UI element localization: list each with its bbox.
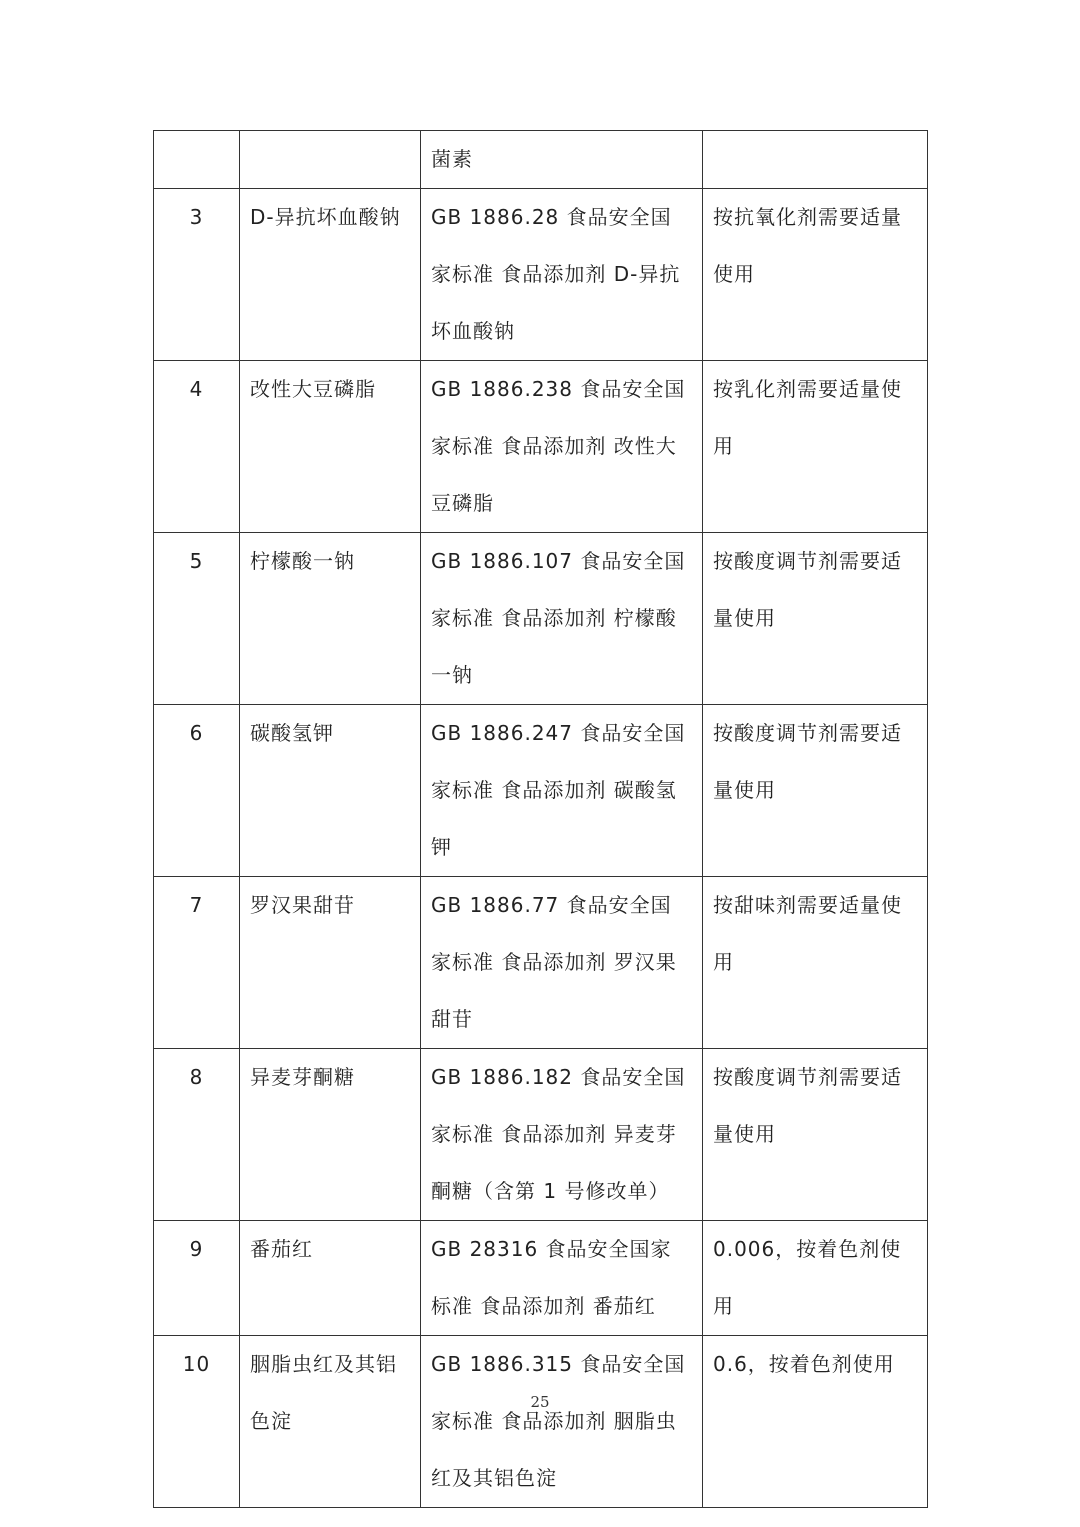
table-row xyxy=(154,1336,928,1508)
additive-name: 柠檬酸一钠 xyxy=(240,533,421,705)
additives-table xyxy=(153,130,928,1508)
quality-standard: GB 1886.238 食品安全国家标准 食品添加剂 改性大豆磷脂 xyxy=(421,361,703,533)
quality-standard: GB 1886.315 食品安全国家标准 食品添加剂 胭脂虫红及其铝色淀 xyxy=(421,1336,703,1508)
usage-requirement: 按甜味剂需要适量使用 xyxy=(703,877,928,1049)
quality-standard: 菌素 xyxy=(421,131,703,189)
row-number: 5 xyxy=(154,533,240,705)
table-row xyxy=(154,533,928,705)
table-row xyxy=(154,361,928,533)
table-row xyxy=(154,1049,928,1221)
additive-name: 罗汉果甜苷 xyxy=(240,877,421,1049)
quality-standard: GB 28316 食品安全国家标准 食品添加剂 番茄红 xyxy=(421,1221,703,1336)
additive-name: 异麦芽酮糖 xyxy=(240,1049,421,1221)
row-number: 4 xyxy=(154,361,240,533)
quality-standard: GB 1886.182 食品安全国家标准 食品添加剂 异麦芽酮糖（含第 1 号修改单） xyxy=(421,1049,703,1221)
table-row xyxy=(154,1221,928,1336)
additive-name: 改性大豆磷脂 xyxy=(240,361,421,533)
usage-requirement: 按抗氧化剂需要适量使用 xyxy=(703,189,928,361)
additive-name: D-异抗坏血酸钠 xyxy=(240,189,421,361)
additive-name: 胭脂虫红及其铝色淀 xyxy=(240,1336,421,1508)
quality-standard: GB 1886.247 食品安全国家标准 食品添加剂 碳酸氢钾 xyxy=(421,705,703,877)
row-number: 8 xyxy=(154,1049,240,1221)
usage-requirement xyxy=(703,131,928,189)
page-number: 25 xyxy=(530,1393,550,1411)
row-number: 10 xyxy=(154,1336,240,1508)
quality-standard: GB 1886.107 食品安全国家标准 食品添加剂 柠檬酸一钠 xyxy=(421,533,703,705)
table-row xyxy=(154,189,928,361)
row-number: 9 xyxy=(154,1221,240,1336)
row-number xyxy=(154,131,240,189)
table-row xyxy=(154,131,928,189)
quality-standard: GB 1886.77 食品安全国家标准 食品添加剂 罗汉果甜苷 xyxy=(421,877,703,1049)
usage-requirement: 0.006，按着色剂使用 xyxy=(703,1221,928,1336)
row-number: 6 xyxy=(154,705,240,877)
usage-requirement: 按酸度调节剂需要适量使用 xyxy=(703,1049,928,1221)
table-row xyxy=(154,877,928,1049)
usage-requirement: 0.6，按着色剂使用 xyxy=(703,1336,928,1508)
quality-standard: GB 1886.28 食品安全国家标准 食品添加剂 D-异抗坏血酸钠 xyxy=(421,189,703,361)
table-row xyxy=(154,705,928,877)
usage-requirement: 按酸度调节剂需要适量使用 xyxy=(703,705,928,877)
usage-requirement: 按酸度调节剂需要适量使用 xyxy=(703,533,928,705)
row-number: 3 xyxy=(154,189,240,361)
additive-name: 碳酸氢钾 xyxy=(240,705,421,877)
additive-name xyxy=(240,131,421,189)
usage-requirement: 按乳化剂需要适量使用 xyxy=(703,361,928,533)
row-number: 7 xyxy=(154,877,240,1049)
additive-name: 番茄红 xyxy=(240,1221,421,1336)
